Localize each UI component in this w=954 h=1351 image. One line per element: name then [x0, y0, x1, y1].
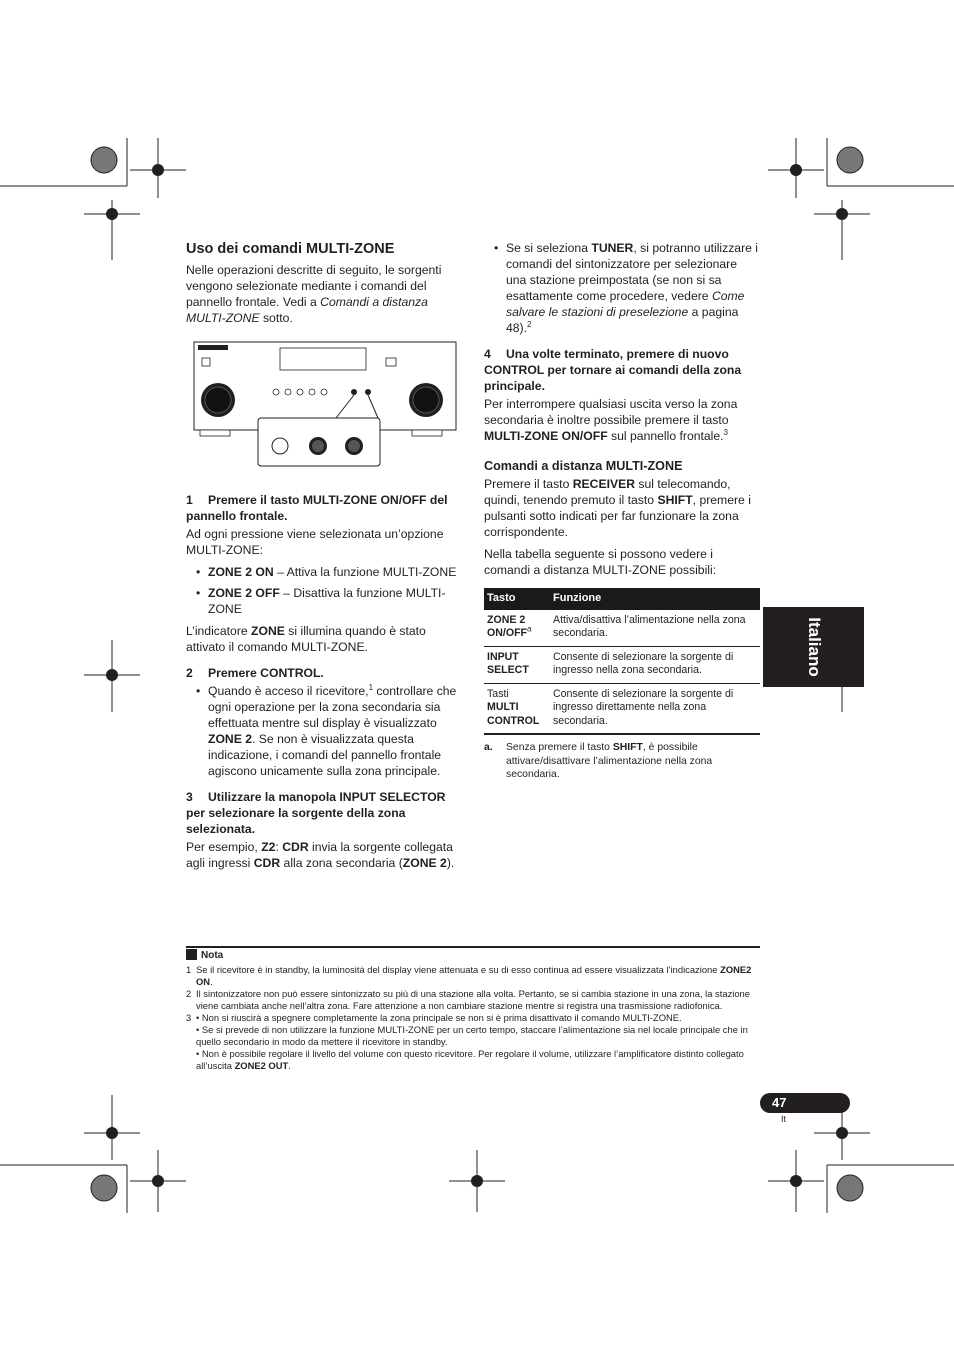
- step-1-heading: 1 Premere il tasto MULTI-ZONE ON/OFF del pannello frontale.: [186, 493, 448, 523]
- page-language-code: It: [781, 1114, 787, 1124]
- table-row: [484, 683, 760, 734]
- table-intro: Nella tabella seguente si possono vedere i comandi a distanza MULTI-ZONE possibili:: [484, 547, 717, 577]
- intro-paragraph: Nelle operazioni descritte di seguito, le sorgenti vengono selezionate mediante i comandi del pannello frontale. Vedi a Comandi a distanza MULTI-ZONE sotto.: [186, 263, 442, 325]
- page-number-box: 47: [760, 1093, 850, 1113]
- receiver-front-panel-illustration: [186, 340, 462, 476]
- column-header-tasto: Tasto: [484, 588, 550, 610]
- step-4-text: Per interrompere qualsiasi uscita verso la zona secondaria è inoltre possibile premere il tasto MULTI-ZONE ON/OFF sul pannello frontale.$^3$: [484, 397, 738, 443]
- list-item: • Quando è acceso il ricevitore,$^1$ controllare che ogni operazione per la zona secondaria sia effettuata mentre sul display è visualizzato ZONE 2. Se non è visualizzata questa indicazione, i comandi del pannello frontale agiscono unicamente sulla zona principale.: [208, 683, 462, 779]
- step-4-heading: 4 Una volte terminato, premere di nuovo CONTROL per tornare ai comandi della zona principale.: [484, 347, 742, 393]
- notes-rule: [186, 946, 760, 948]
- notes-section: [186, 949, 760, 1072]
- indicator-paragraph: L’indicatore ZONE si illumina quando è stato attivato il comando MULTI-ZONE.: [186, 624, 426, 654]
- remote-commands-table: [484, 588, 760, 735]
- note-3: 3 • Non si riuscirà a spegnere completamente la zona principale se non si è prima disattivato il comando MULTI-ZONE. • Se si prevede di non utilizzare la funzione MULTI-ZONE per un certo tempo, staccare l’alimentazione sia nel locale principale che in quello secondario in modo da mettere il ricevitore in standby. • Non è possibile regolare il livello del volume con questo ricevitore. Per regolare il volume, utilizzare l’amplificatore distinto collegato all’uscita ZONE2 OUT.: [186, 1012, 748, 1071]
- tuner-list: [484, 240, 760, 336]
- step-3-heading: 3 Utilizzare la manopola INPUT SELECTOR per selezionare la sorgente della zona selezionata.: [186, 790, 446, 836]
- note-1: 1 Se il ricevitore è in standby, la luminosità del display viene attenuata e su di esso continua ad essere visualizzata l’indicazione ZONE2 ON.: [186, 964, 752, 987]
- section-title: Uso dei comandi MULTI-ZONE: [186, 241, 395, 257]
- note-icon: [186, 949, 197, 960]
- step-1-text: Ad ogni pressione viene selezionata un’opzione MULTI-ZONE:: [186, 527, 444, 557]
- right-column: [484, 240, 760, 782]
- step-2-list: [186, 683, 462, 779]
- notes-header: Nota: [186, 949, 760, 962]
- table-cell-key: INPUT SELECT: [484, 646, 550, 683]
- list-item: • Se si seleziona TUNER, si potranno utilizzare i comandi del sintonizzatore per selezionare una stazione preimpostata (se non si sa esattamente come procedere, vedere Come salvare le stazioni di preselezione a pagina 48).$^2$: [506, 240, 760, 336]
- list-item: • ZONE 2 OFF – Disattiva la funzione MULTI-ZONE: [208, 585, 462, 617]
- table-cell-key: Tasti MULTI CONTROL: [484, 683, 550, 734]
- table-header-row: [484, 588, 760, 610]
- table-row: [484, 646, 760, 683]
- zone-options-list: [186, 564, 462, 617]
- step-2-heading: 2 Premere CONTROL.: [186, 666, 324, 680]
- table-row: [484, 610, 760, 647]
- subsection-title: Comandi a distanza MULTI-ZONE: [484, 459, 683, 473]
- column-header-funzione: Funzione: [550, 588, 760, 610]
- table-cell-value: Consente di selezionare la sorgente di ingresso nella zona secondaria.: [550, 646, 760, 683]
- remote-paragraph: Premere il tasto RECEIVER sul telecomando, quindi, tenendo premuto il tasto SHIFT, premere i pulsanti sotto indicati per far funzionare la zona corrispondente.: [484, 477, 751, 539]
- table-footnote: a. Senza premere il tasto SHIFT, è possibile attivare/disattivare l’alimentazione nella zona secondaria.: [484, 742, 713, 780]
- table-cell-key: ZONE 2 ON/OFF$^a$: [484, 610, 550, 647]
- table-cell-value: Consente di selezionare la sorgente di ingresso direttamente nella zona secondaria.: [550, 683, 760, 734]
- language-tab: Italiano: [763, 607, 864, 687]
- note-2: 2 Il sintonizzatore non può essere sintonizzato su più di una stazione alla volta. Pertanto, se si cambia stazione in una zona, la stazione viene cambiata anche nell’altra zona. Fare attenzione a non cambiare stazione mentre si registra una trasmissione radiofonica.: [186, 988, 750, 1011]
- table-cell-value: Attiva/disattiva l’alimentazione nella zona secondaria.: [550, 610, 760, 647]
- left-column: [186, 240, 462, 877]
- step-3-text: Per esempio, Z2: CDR invia la sorgente collegata agli ingressi CDR alla zona secondaria (ZONE 2).: [186, 840, 455, 870]
- list-item: • ZONE 2 ON – Attiva la funzione MULTI-ZONE: [208, 564, 462, 580]
